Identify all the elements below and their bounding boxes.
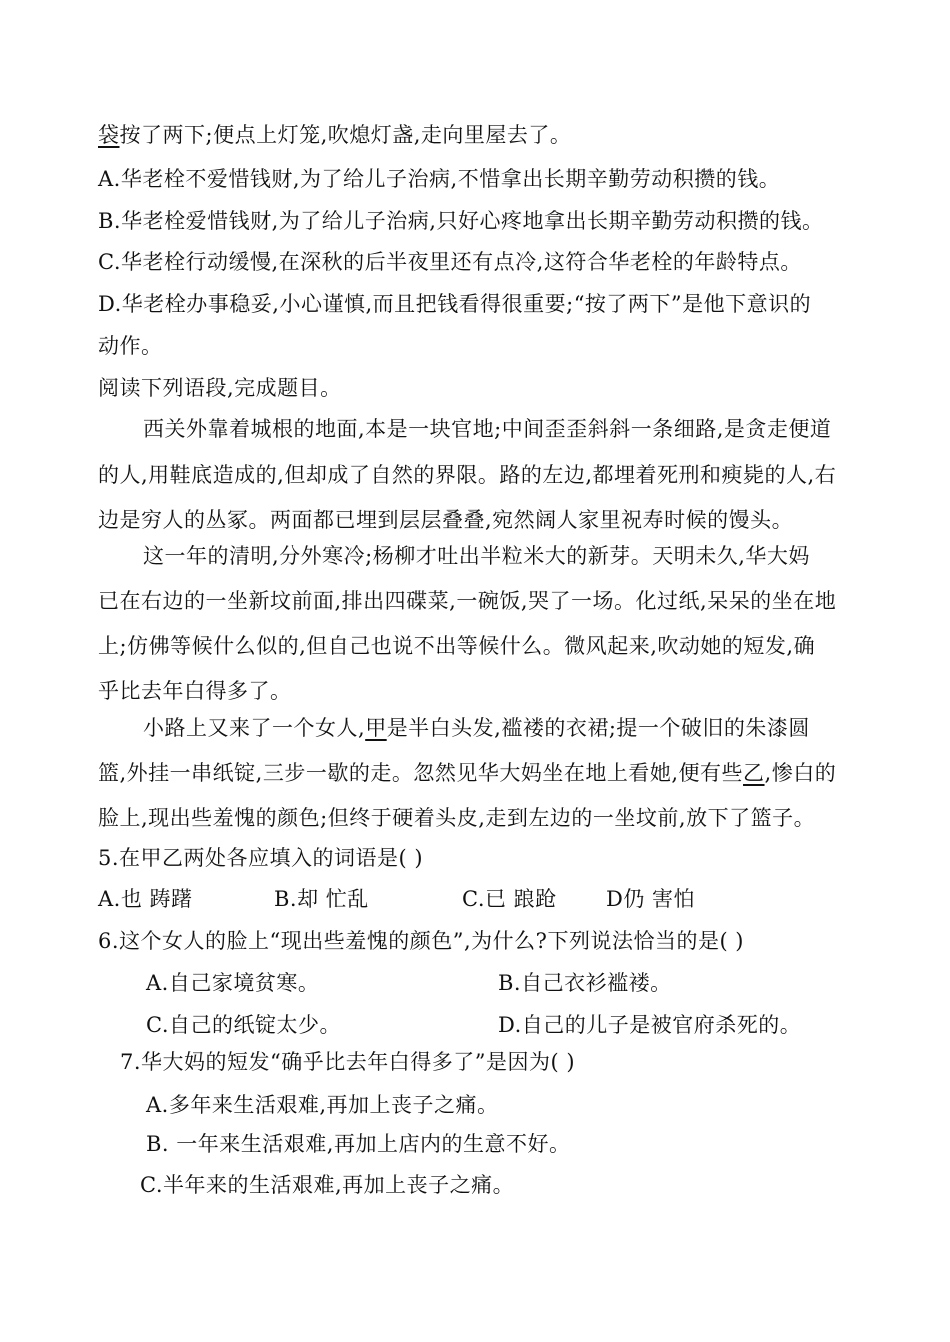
paragraph-text: 是半白头发,褴褛的衣裙;提一个破旧的朱漆圆 <box>386 716 810 740</box>
blank-marker-jia: 甲 <box>365 716 387 740</box>
q5-option-b: B.却 忙乱 <box>274 887 369 911</box>
q4-option-c: C.华老栓行动缓慢,在深秋的后半夜里还有点冷,这符合华老栓的年龄特点。 <box>98 250 802 274</box>
q7-option-b: B. 一年来生活艰难,再加上店内的生意不好。 <box>146 1132 571 1156</box>
paragraph-2-line-4: 乎比去年白得多了。 <box>98 679 292 703</box>
paragraph-1-line-2: 的人,用鞋底造成的,但却成了自然的界限。路的左边,都埋着死刑和瘐毙的人,右 <box>98 463 837 487</box>
blank-marker-yi: 乙 <box>743 761 765 785</box>
q6-option-d: D.自己的儿子是被官府杀死的。 <box>498 1013 802 1037</box>
q6-option-b: B.自己衣衫褴褛。 <box>498 971 672 995</box>
paragraph-1-line-1: 西关外靠着城根的地面,本是一块官地;中间歪歪斜斜一条细路,是贪走便道 <box>143 417 832 441</box>
q7-stem: 7.华大妈的短发“确乎比去年白得多了”是因为( ) <box>120 1050 576 1074</box>
q6-option-a: A.自己家境贫寒。 <box>146 971 320 995</box>
paragraph-text: 篮,外挂一串纸锭,三步一歇的走。忽然见华大妈坐在地上看她,便有些 <box>98 761 744 785</box>
q5-stem: 5.在甲乙两处各应填入的词语是( ) <box>98 846 424 870</box>
paragraph-1-line-3: 边是穷人的丛冢。两面都已埋到层层叠叠,宛然阔人家里祝寿时候的馒头。 <box>98 508 794 532</box>
q7-option-a: A.多年来生活艰难,再加上丧子之痛。 <box>146 1093 499 1117</box>
paragraph-2-line-3: 上;仿佛等候什么似的,但自己也说不出等候什么。微风起来,吹动她的短发,确 <box>98 634 816 658</box>
reading-instruction: 阅读下列语段,完成题目。 <box>98 376 342 400</box>
paragraph-text: ,惨白的 <box>764 761 837 785</box>
paragraph-3-line-3: 脸上,现出些羞愧的颜色;但终于硬着头皮,走到左边的一坐坟前,放下了篮子。 <box>98 806 816 830</box>
q4-option-d: D.华老栓办事稳妥,小心谨慎,而且把钱看得很重要;“按了两下”是他下意识的 <box>98 292 812 316</box>
passage-continuation-line <box>98 121 571 149</box>
q4-option-a: A.华老栓不爱惜钱财,为了给儿子治病,不惜拿出长期辛勤劳动积攒的钱。 <box>98 167 781 191</box>
underlined-char: 袋 <box>98 123 120 147</box>
paragraph-3-line-2 <box>98 759 836 787</box>
q5-option-c: C.已 踉跄 <box>462 887 557 911</box>
q6-stem: 6.这个女人的脸上“现出些羞愧的颜色”,为什么?下列说法恰当的是( ) <box>98 929 745 953</box>
paragraph-text: 小路上又来了一个女人, <box>143 716 366 740</box>
paragraph-3-line-1 <box>143 714 810 742</box>
q5-option-a: A.也 踌躇 <box>98 887 193 911</box>
paragraph-2-line-1: 这一年的清明,分外寒冷;杨柳才吐出半粒米大的新芽。天明未久,华大妈 <box>143 544 810 568</box>
passage-text: 按了两下;便点上灯笼,吹熄灯盏,走向里屋去了。 <box>119 123 572 147</box>
q7-option-c: C.半年来的生活艰难,再加上丧子之痛。 <box>140 1173 515 1197</box>
q4-option-d-continued: 动作。 <box>98 334 163 358</box>
q4-option-b: B.华老栓爱惜钱财,为了给儿子治病,只好心疼地拿出长期辛勤劳动积攒的钱。 <box>98 209 824 233</box>
q6-option-c: C.自己的纸锭太少。 <box>146 1013 341 1037</box>
paragraph-2-line-2: 已在右边的一坐新坟前面,排出四碟菜,一碗饭,哭了一场。化过纸,呆呆的坐在地 <box>98 589 837 613</box>
q5-options-row <box>98 885 838 913</box>
q5-option-d: D仍 害怕 <box>606 887 696 911</box>
